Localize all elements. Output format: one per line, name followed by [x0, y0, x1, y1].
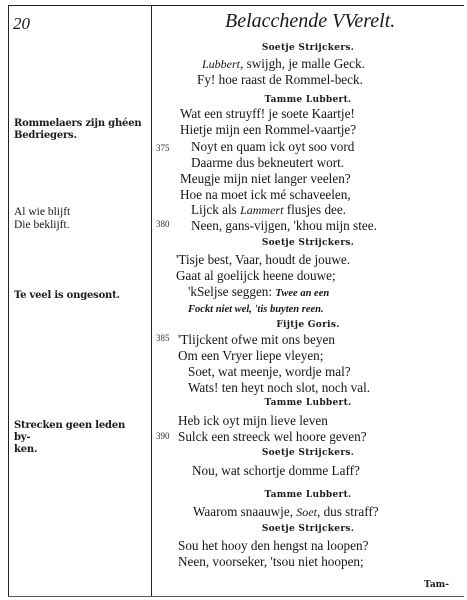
speaker-name: Soetje Strijckers. [261, 524, 355, 534]
frame-rule-left [8, 5, 9, 597]
speaker-name: Tamme Lubbert. [264, 398, 352, 408]
verse-line: 'kSeljse seggen: Twee an een [188, 284, 330, 299]
speaker-name: Fijtje Goris. [276, 320, 340, 330]
speaker-name: Soetje Strijckers. [261, 43, 355, 53]
verse-line: Wats! ten heyt noch slot, noch val. [188, 380, 371, 395]
margin-note-line: Rommelaers zijn ghéen [14, 118, 142, 129]
margin-note-line: ken. [14, 444, 38, 455]
speaker-name: Soetje Strijckers. [261, 238, 355, 248]
verse-line: Sou het hooy den hengst na loopen? [178, 538, 369, 553]
verse-line: Om een Vryer liepe vleyen; [178, 348, 324, 363]
verse-line: 'Tlijckent ofwe mit ons beyen [178, 332, 335, 347]
verse-line: 'Tisje best, Vaar, houdt de jouwe. [176, 252, 351, 267]
verse-line: Fockt niet wel, 'tis buyten reen. [188, 304, 324, 315]
margin-note [14, 118, 144, 142]
speaker-name: Soetje Strijckers. [261, 448, 355, 458]
margin-note [14, 206, 144, 232]
verse-line: Heb ick oyt mijn lieve leven [178, 413, 328, 428]
running-head: Belacchende VVerelt. [225, 10, 396, 32]
catchword: Tam- [424, 580, 449, 590]
frame-rule-bottom [8, 596, 464, 597]
margin-note-line: Die beklijft. [14, 219, 70, 231]
margin-divider-rule [151, 5, 152, 597]
speaker-name: Tamme Lubbert. [264, 95, 352, 105]
verse-line: Hoe na moet ick mé schaveelen, [180, 187, 351, 202]
line-number: 385 [156, 333, 170, 343]
margin-note [14, 420, 144, 456]
verse-line: Gaat al goelijck heene douwe; [176, 268, 336, 283]
verse-line: Noyt en quam ick oyt soo vord [191, 139, 355, 154]
verse-line: Daarme dus bekneutert wort. [191, 155, 345, 170]
verse-line: Lijck als Lammert flusjes dee. [191, 202, 347, 217]
verse-line: Sulck een streeck wel hoore geven? [178, 429, 367, 444]
line-number: 375 [156, 143, 170, 153]
verse-line: Wat een struyff! je soete Kaartje! [180, 106, 355, 121]
frame-rule-top [8, 5, 464, 6]
verse-line: Soet, wat meenje, wordje mal? [188, 364, 351, 379]
verse-line: Hietje mijn een Rommel-vaartje? [180, 122, 357, 137]
page-number: 20 [13, 14, 30, 33]
line-number: 380 [156, 219, 170, 229]
verse-line: Nou, wat schortje domme Laff? [192, 463, 360, 478]
verse-line: Lubbert, swijgh, je malle Geck. [202, 56, 365, 71]
speaker-name: Tamme Lubbert. [264, 490, 352, 500]
margin-note-line: Bedriegers. [14, 130, 77, 141]
margin-note-line: Al wie blijft [14, 206, 71, 218]
verse-line: Neen, gans-vijgen, 'khou mijn stee. [191, 218, 377, 233]
verse-line: Waarom snaauwje, Soet, dus straff? [193, 504, 379, 519]
verse-line: Neen, voorseker, 'tsou niet hoopen; [178, 554, 364, 569]
verse-line: Fy! hoe raast de Rommel-beck. [197, 72, 363, 87]
verse-line: Meugje mijn niet langer veelen? [180, 171, 351, 186]
line-number: 390 [156, 431, 170, 441]
margin-note [14, 290, 144, 302]
margin-note-line: Te veel is ongesont. [14, 290, 120, 301]
margin-note-line: Strecken geen leden by- [14, 420, 126, 443]
